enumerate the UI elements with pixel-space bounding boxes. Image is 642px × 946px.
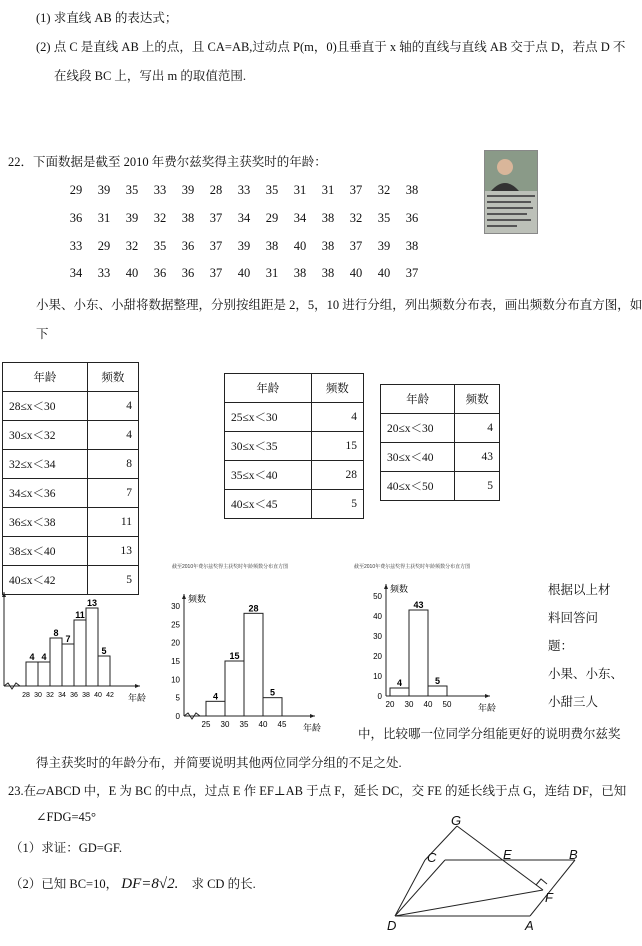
chart-title: 截至2010年费尔兹奖得主获奖时年龄频数分布直方图 — [172, 564, 289, 570]
x-tick-label: 40 — [258, 720, 268, 729]
col-age: 年龄 — [381, 385, 455, 414]
label-B: B — [569, 847, 578, 862]
y-tick-label: 15 — [171, 657, 180, 666]
y-axis-arrow — [2, 592, 6, 597]
data-value: 34 — [237, 211, 251, 225]
data-row — [62, 266, 426, 281]
data-value: 38 — [321, 239, 335, 253]
table-row — [381, 472, 500, 501]
table-row — [3, 508, 139, 537]
data-value: 32 — [153, 211, 167, 225]
table-row — [3, 421, 139, 450]
y-axis-label: 频数 — [188, 594, 207, 604]
histogram-bar — [98, 656, 110, 686]
histogram-interval-5 — [160, 562, 320, 732]
x-axis-arrow — [310, 714, 315, 718]
data-value: 40 — [349, 266, 363, 280]
frequency-cell: 8 — [87, 450, 138, 479]
x-axis-label: 年龄 — [478, 703, 497, 713]
data-value: 36 — [153, 266, 167, 280]
data-value: 37 — [349, 183, 363, 197]
age-range-cell: 30≤x＜32 — [3, 421, 88, 450]
table-row — [3, 479, 139, 508]
data-row — [62, 211, 426, 226]
p23-formula: DF=8√2. — [121, 876, 179, 892]
data-value: 34 — [293, 211, 307, 225]
label-E: E — [503, 847, 512, 862]
x-tick-label: 30 — [220, 720, 230, 729]
data-value: 38 — [293, 266, 307, 280]
data-value: 38 — [321, 211, 335, 225]
histogram-bar — [428, 686, 447, 696]
frequency-cell: 5 — [455, 472, 500, 501]
y-tick-label: 10 — [373, 672, 382, 681]
age-range-cell: 38≤x＜40 — [3, 537, 88, 566]
x-tick-label: 50 — [442, 700, 452, 709]
histogram-bar — [244, 613, 263, 716]
y-tick-label: 0 — [377, 692, 382, 701]
data-value: 32 — [349, 211, 363, 225]
y-tick-label: 20 — [373, 652, 382, 661]
table-row — [381, 414, 500, 443]
data-value: 37 — [209, 239, 223, 253]
histogram-bar — [225, 661, 244, 716]
p22-text-line2: 下 — [36, 327, 49, 341]
y-tick-label: 30 — [171, 602, 180, 611]
histogram-bar — [26, 662, 38, 686]
p23-part2-a: （2）已知 BC=10， — [10, 877, 119, 891]
p23-line1: 23.在▱ABCD 中，E 为 BC 的中点，过点 E 作 EF⊥AB 于点 F，延长 DC，交 FE 的延长线于点 G，连结 DF，已知 — [8, 784, 627, 798]
data-value: 38 — [321, 266, 335, 280]
table-row — [381, 443, 500, 472]
col-age: 年龄 — [225, 374, 312, 403]
laureate-photo — [484, 150, 538, 234]
data-value: 29 — [69, 183, 83, 197]
side-text-line: 料回答问 — [548, 611, 599, 625]
x-tick-label: 40 — [94, 692, 102, 699]
table-row — [225, 490, 364, 519]
p23-line2: ∠FDG=45° — [36, 810, 97, 824]
age-range-cell: 20≤x＜30 — [381, 414, 455, 443]
data-value: 36 — [69, 211, 83, 225]
parallelogram-figure — [385, 812, 595, 942]
x-tick-label: 20 — [385, 700, 395, 709]
p22-question-line2: 得主获奖时的年龄分布，并简要说明其他两位同学分组的不足之处. — [36, 756, 402, 770]
frequency-cell: 7 — [87, 479, 138, 508]
age-range-cell: 40≤x＜50 — [381, 472, 455, 501]
data-value: 38 — [181, 211, 195, 225]
label-A: A — [525, 918, 534, 933]
data-value: 40 — [377, 266, 391, 280]
side-text-line: 小甜三人 — [548, 695, 599, 709]
age-range-cell: 36≤x＜38 — [3, 508, 88, 537]
x-axis-arrow — [135, 684, 140, 688]
data-value: 35 — [265, 183, 279, 197]
bar-value-label: 4 — [29, 652, 35, 662]
bar-value-label: 15 — [229, 651, 240, 661]
data-value: 37 — [209, 211, 223, 225]
age-range-cell: 35≤x＜40 — [225, 461, 312, 490]
data-value: 31 — [97, 211, 111, 225]
data-value: 33 — [237, 183, 251, 197]
label-D: D — [387, 918, 397, 933]
x-tick-label: 30 — [34, 692, 42, 699]
data-value: 37 — [209, 266, 223, 280]
frequency-table-interval-2 — [2, 362, 139, 595]
frequency-cell: 4 — [455, 414, 500, 443]
age-range-cell: 40≤x＜45 — [225, 490, 312, 519]
histogram-bar — [409, 610, 428, 696]
bar-value-label: 5 — [434, 676, 441, 686]
histogram-bar — [50, 638, 62, 686]
data-value: 40 — [293, 239, 307, 253]
histogram-bar — [74, 620, 86, 686]
data-value: 33 — [153, 183, 167, 197]
frequency-cell: 4 — [311, 403, 363, 432]
age-range-cell: 25≤x＜30 — [225, 403, 312, 432]
frequency-cell: 43 — [455, 443, 500, 472]
age-range-cell: 30≤x＜40 — [381, 443, 455, 472]
histogram-bar — [263, 698, 282, 716]
histogram-bar — [38, 662, 50, 686]
p22-question-line1: 中，比较哪一位同学分组能更好的说明费尔兹奖 — [358, 727, 621, 741]
chart-title: 截至2010年费尔兹奖得主获奖时年龄频数分布直方图 — [354, 564, 471, 570]
p23-part2-b: 求 CD 的长. — [191, 877, 256, 891]
data-value: 28 — [209, 183, 223, 197]
data-value: 36 — [405, 211, 419, 225]
data-value: 36 — [181, 239, 195, 253]
bar-value-label: 4 — [212, 691, 219, 702]
y-tick-label: 50 — [373, 592, 382, 601]
y-tick-label: 25 — [171, 620, 180, 630]
age-range-cell: 32≤x＜34 — [3, 450, 88, 479]
data-row — [62, 183, 426, 198]
age-range-cell: 30≤x＜35 — [225, 432, 312, 461]
table-row — [3, 450, 139, 479]
side-text-line: 根据以上材 — [548, 583, 611, 597]
x-tick-label: 32 — [46, 692, 54, 699]
x-axis-label: 年龄 — [303, 723, 322, 733]
frequency-cell: 4 — [87, 392, 138, 421]
frequency-cell: 28 — [311, 461, 363, 490]
data-value: 38 — [265, 239, 279, 253]
col-age: 年龄 — [3, 363, 88, 392]
data-value: 29 — [97, 239, 111, 253]
p21-part2-line2: 在线段 BC 上，写出 m 的取值范围. — [54, 69, 247, 83]
p22-text-line1: 小果、小东、小甜将数据整理，分别按组距是 2，5，10 进行分组，列出频数分布表，画出频数分布直方图，如 — [36, 298, 642, 312]
p22-intro: 22．下面数据是截至 2010 年费尔兹奖得主获奖时的年龄： — [8, 155, 327, 169]
label-C: C — [427, 850, 437, 865]
data-value: 40 — [125, 266, 139, 280]
y-tick-label: 20 — [171, 638, 180, 648]
data-value: 35 — [153, 239, 167, 253]
data-value: 37 — [349, 239, 363, 253]
bar-value-label: 5 — [101, 646, 107, 656]
data-value: 31 — [265, 266, 279, 280]
y-tick-label: 10 — [171, 675, 180, 685]
x-tick-label: 25 — [201, 720, 211, 729]
p23-part2 — [10, 874, 256, 893]
bar-value-label: 43 — [413, 600, 424, 610]
data-value: 40 — [237, 266, 251, 280]
side-text-line: 小果、小东、 — [548, 667, 624, 681]
frequency-cell: 15 — [311, 432, 363, 461]
col-freq: 频数 — [87, 363, 138, 392]
data-value: 38 — [405, 239, 419, 253]
x-tick-label: 38 — [82, 692, 90, 699]
data-value: 31 — [321, 183, 335, 197]
frequency-table-interval-5 — [224, 373, 364, 519]
data-value: 35 — [125, 183, 139, 197]
y-axis-label: 频数 — [390, 584, 409, 594]
frequency-cell: 5 — [311, 490, 363, 519]
data-value: 39 — [97, 183, 111, 197]
data-value: 34 — [69, 266, 83, 280]
frequency-cell: 11 — [87, 508, 138, 537]
y-tick-label: 40 — [373, 612, 382, 621]
bar-value-label: 13 — [86, 598, 98, 608]
histogram-interval-10 — [350, 562, 500, 712]
x-tick-label: 34 — [58, 692, 66, 699]
x-tick-label: 36 — [70, 692, 78, 699]
y-tick-label: 30 — [373, 632, 382, 641]
col-freq: 频数 — [455, 385, 500, 414]
y-tick-label: 5 — [175, 693, 180, 703]
data-value: 31 — [293, 183, 307, 197]
bar-value-label: 5 — [269, 687, 276, 698]
age-range-cell: 28≤x＜30 — [3, 392, 88, 421]
table-row — [225, 461, 364, 490]
p21-part2-line1: (2) 点 C 是直线 AB 上的点，且 CA=AB,过动点 P(m，0)且垂直于 x 轴的直线与直线 AB 交于点 D，若点 D 不 — [36, 40, 626, 54]
histogram-bar — [62, 644, 74, 686]
table-row — [3, 392, 139, 421]
data-value: 38 — [405, 183, 419, 197]
x-axis-label: 年龄 — [128, 693, 147, 703]
x-tick-label: 42 — [106, 692, 114, 699]
frequency-cell: 5 — [87, 566, 138, 595]
histogram-bar — [390, 688, 409, 696]
data-value: 37 — [405, 266, 419, 280]
age-range-cell: 34≤x＜36 — [3, 479, 88, 508]
data-value: 36 — [181, 266, 195, 280]
side-text-line: 题： — [548, 639, 574, 653]
label-G: G — [451, 813, 462, 828]
histogram-bar — [86, 608, 98, 686]
frequency-table-interval-10 — [380, 384, 500, 501]
age-range-cell: 40≤x＜42 — [3, 566, 88, 595]
data-value: 39 — [125, 211, 139, 225]
x-tick-label: 30 — [404, 700, 414, 709]
x-axis-arrow — [485, 694, 490, 698]
data-value: 33 — [97, 266, 111, 280]
y-tick-label: 0 — [175, 712, 180, 721]
bar-value-label: 28 — [248, 603, 259, 614]
p21-part1: (1) 求直线 AB 的表达式； — [36, 11, 178, 25]
frequency-cell: 4 — [87, 421, 138, 450]
data-value: 39 — [181, 183, 195, 197]
bar-value-label: 11 — [75, 610, 85, 620]
data-value: 39 — [377, 239, 391, 253]
x-tick-label: 35 — [239, 720, 249, 729]
col-freq: 频数 — [311, 374, 363, 403]
table-row — [225, 403, 364, 432]
data-value: 29 — [265, 211, 279, 225]
data-value: 32 — [377, 183, 391, 197]
data-value: 32 — [125, 239, 139, 253]
data-value: 33 — [69, 239, 83, 253]
frequency-cell: 13 — [87, 537, 138, 566]
data-value: 35 — [377, 211, 391, 225]
p23-part1: （1）求证：GD=GF. — [10, 841, 122, 855]
x-tick-label: 40 — [423, 700, 433, 709]
y-axis-arrow — [182, 594, 186, 599]
x-tick-label: 28 — [22, 692, 30, 699]
histogram-interval-2 — [0, 562, 150, 712]
data-row — [62, 239, 426, 254]
bar-value-label: 4 — [41, 652, 47, 662]
label-F: F — [545, 890, 553, 905]
bar-value-label: 8 — [53, 628, 59, 638]
bar-value-label: 7 — [65, 634, 71, 644]
table-row — [225, 432, 364, 461]
bar-value-label: 4 — [396, 678, 403, 688]
data-value: 39 — [237, 239, 251, 253]
x-tick-label: 45 — [277, 720, 287, 729]
histogram-bar — [206, 701, 225, 716]
y-axis-arrow — [384, 584, 388, 589]
